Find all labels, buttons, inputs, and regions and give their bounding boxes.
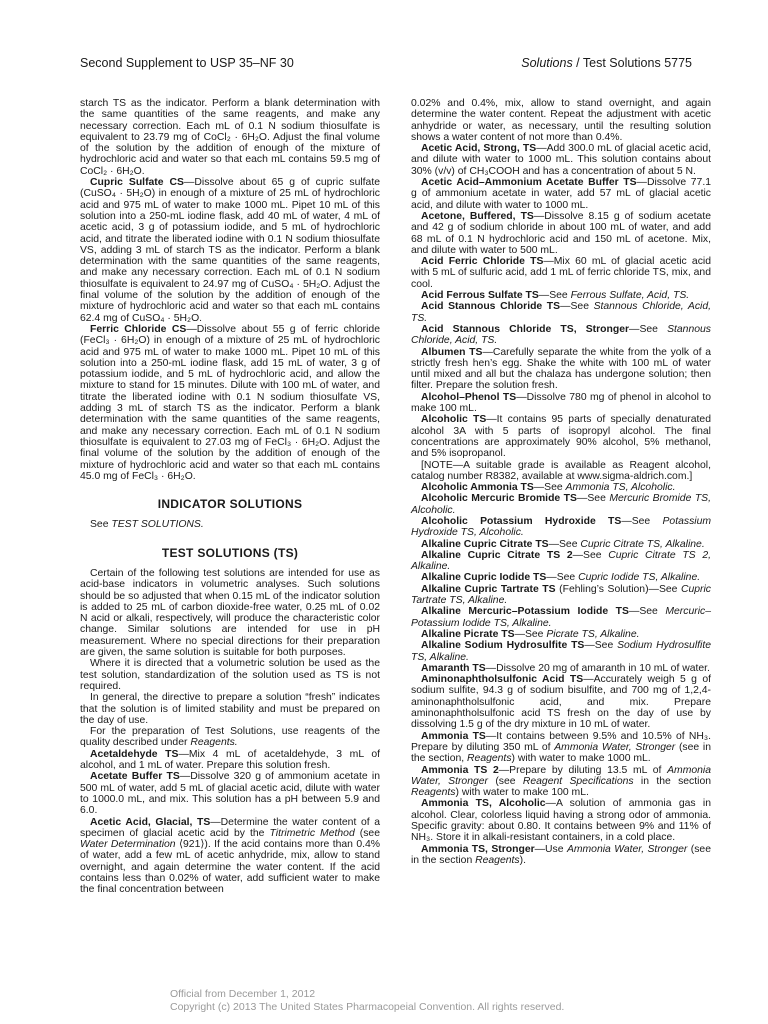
footer-copyright-line: Copyright (c) 2013 The United States Pharmacopeial Convention. All rights reserved. xyxy=(170,1000,565,1013)
entry-ammonia-ts-stronger: Ammonia TS, Stronger—Use Ammonia Water, Stronger (see in the section Reagents). xyxy=(411,843,711,866)
section-heading-indicator: INDICATOR SOLUTIONS xyxy=(157,497,303,512)
paragraph: Certain of the following test solutions are intended for use as acid-base indicators in volumetric analyses. Such solutions should be so adjusted that when 0.15 mL of the indicator solution is added to 25 mL of carbon dioxide-free water, 0.25 mL of 0.02 N acid or alkali, respectively, will produce the characteristic color change. Similar solutions are intended for use in pH measurement. Where no special directions for their preparation are given, the same solution is suitable for both purposes. xyxy=(80,567,380,659)
entry-ferric-chloride-cs: Ferric Chloride CS—Dissolve about 55 g of ferric chloride (FeCl₃ · 6H₂O) in enough of a mixture of 25 mL of hydrochloric acid and 975 mL of water to make 1000 mL. Pipet 10 mL of this solution into a 250-mL iodine flask, add 15 mL of water, 3 g of potassium iodide, and 5 mL of hydrochloric acid, and allow the mixture to stand for 15 minutes. Dilute with 100 mL of water, and titrate the liberated iodine with 0.1 N sodium thiosulfate VS, adding 3 mL of starch TS as the indicator. Perform a blank determination with the same quantities of the same reagents, and make any necessary correction. Each mL of 0.1 N sodium thiosulfate is equivalent to 27.03 mg of FeCl₃ · 6H₂O. Adjust the final volume of the solution by the addition of enough of the mixture of hydrochloric acid and water so that each mL contains 45.0 mg of FeCl₃ · 6H₂O. xyxy=(80,323,380,482)
entry-acetaldehyde-ts: Acetaldehyde TS—Mix 4 mL of acetaldehyde, 3 mL of alcohol, and 1 mL of water. Prepare this solution fresh. xyxy=(80,748,381,772)
paragraph: 0.02% and 0.4%, mix, allow to stand overnight, and again determine the water content. Repeat the adjustment with acetic anhydride or water, as necessary, until the resulting solution shows a water content of not more than 0.4%. xyxy=(411,98,711,143)
spacer xyxy=(80,559,380,568)
entry-alkaline-cupric-tartrate-ts: Alkaline Cupric Tartrate TS (Fehling’s Solution)—See Cupric Tartrate TS, Alkaline. xyxy=(411,583,711,607)
spacer xyxy=(80,510,380,519)
entry-acetic-acid-glacial-ts: Acetic Acid, Glacial, TS—Determine the water content of a specimen of glacial acetic acid by the Titrimetric Method (see Water Determination ⟨921⟩). If the acid contains more than 0.4% of water, add a few mL of acetic anhydride, mix, allow to stand overnight, and again determine the water content. If the acid contains less than 0.02% of water, add sufficient water to make the final concentration between xyxy=(80,816,380,896)
entry-alkaline-cupric-citrate-ts: Alkaline Cupric Citrate TS—See Cupric Citrate TS, Alkaline. xyxy=(421,538,705,550)
entry-ammonia-ts-2: Ammonia TS 2—Prepare by diluting 13.5 mL of Ammonia Water, Stronger (see Reagent Specifications in the section Reagents) with water to make 100 mL. xyxy=(411,764,712,799)
copyright-footer xyxy=(170,988,564,1013)
running-head-left: Second Supplement to USP 35–NF 30 xyxy=(80,56,294,70)
entry-ammonia-ts: Ammonia TS—It contains between 9.5% and 10.5% of NH₃. Prepare by diluting 350 mL of Ammonia Water, Stronger (see in the section, Reagents) with water to make 1000 mL. xyxy=(411,730,711,765)
see-reference: See TEST SOLUTIONS. xyxy=(90,519,204,531)
entry-acid-ferrous-sulfate-ts: Acid Ferrous Sulfate TS—See Ferrous Sulfate, Acid, TS. xyxy=(421,290,690,302)
entry-alcoholic-ammonia-ts: Alcoholic Ammonia TS—See Ammonia TS, Alcoholic. xyxy=(421,482,676,494)
entry-acid-stannous-chloride-ts-stronger: Acid Stannous Chloride TS, Stronger—See Stannous Chloride, Acid, TS. xyxy=(411,323,711,347)
entry-alkaline-mercuric-potassium-iodide-ts: Alkaline Mercuric–Potassium Iodide TS—See Mercuric–Potassium Iodide TS, Alkaline. xyxy=(411,606,711,629)
entry-acetate-buffer-ts: Acetate Buffer TS—Dissolve 320 g of ammonium acetate in 500 mL of water, add 5 mL of glacial acetic acid, dilute with water to 1000.0 mL, and mix. This solution has a pH between 5.9 and 6.0. xyxy=(80,771,380,817)
paragraph: For the preparation of Test Solutions, use reagents of the quality described under Reagents. xyxy=(80,726,380,749)
note: [NOTE—A suitable grade is available as Reagent alcohol, catalog number R8382, available at www.sigma-aldrich.com.] xyxy=(411,459,711,482)
section-heading-test-solutions: TEST SOLUTIONS (TS) xyxy=(161,545,299,560)
entry-ammonia-ts-alcoholic: Ammonia TS, Alcoholic—A solution of ammonia gas in alcohol. Clear, colorless liquid having a strong odor of ammonia. Specific gravity: about 0.80. It contains between 9% and 11% of NH₃. Store it in alkali-resistant containers, in a cold place. xyxy=(411,798,711,844)
entry-alkaline-cupric-iodide-ts: Alkaline Cupric Iodide TS—See Cupric Iodide TS, Alkaline. xyxy=(421,572,701,584)
paragraph: Where it is directed that a volumetric solution be used as the test solution, standardization of the solution used as TS is not required. xyxy=(80,658,380,692)
entry-alcoholic-potassium-hydroxide-ts: Alcoholic Potassium Hydroxide TS—See Potassium Hydroxide TS, Alcoholic. xyxy=(411,515,712,539)
entry-acid-ferric-chloride-ts: Acid Ferric Chloride TS—Mix 60 mL of glacial acetic acid with 5 mL of sulfuric acid, add 1 mL of ferric chloride TS, mix, and cool. xyxy=(411,256,711,290)
entry-acetone-buffered-ts: Acetone, Buffered, TS—Dissolve 8.15 g of sodium acetate and 42 g of sodium chloride in about 100 mL of water, and add 68 mL of 0.1 N hydrochloric acid and 150 mL of acetone. Mix, and dilute with water to 500 mL. xyxy=(411,210,711,256)
entry-alcoholic-mercuric-bromide-ts: Alcoholic Mercuric Bromide TS—See Mercuric Bromide TS, Alcoholic. xyxy=(411,493,712,516)
entry-alkaline-picrate-ts: Alkaline Picrate TS—See Picrate TS, Alkaline. xyxy=(421,628,640,640)
entry-alkaline-sodium-hydrosulfite-ts: Alkaline Sodium Hydrosulfite TS—See Sodium Hydrosulfite TS, Alkaline. xyxy=(411,640,711,663)
entry-aminonaphtholsulfonic-acid-ts: Aminonaphtholsulfonic Acid TS—Accurately weigh 5 g of sodium sulfite, 94.3 g of sodium bisulfite, and 700 mg of 1,2,4-aminonaphtholsulfonic acid, and mix. Prepare aminonaphtholsulfonic acid TS fresh on the day of use by dissolving 1.5 g of the dry mixture in 10 mL of water. xyxy=(411,674,712,731)
entry-cupric-sulfate-cs: Cupric Sulfate CS—Dissolve about 65 g of cupric sulfate (CuSO₄ · 5H₂O) in enough of a mixture of 25 mL of hydrochloric acid and 975 mL of water to make 1000 mL. Pipet 10 mL of this solution into a 250-mL iodine flask, add 40 mL of water, 4 mL of acetic acid, 3 g of potassium iodide, and 5 mL of hydrochloric acid, and titrate the liberated iodine with 0.1 N sodium thiosulfate VS, adding 3 mL of starch TS as the indicator. Perform a blank determination with the same quantities of the same reagents, and make any necessary correction. Each mL of 0.1 N sodium thiosulfate is equivalent to 24.97 mg of CuSO₄ · 5H₂O. Adjust the final volume of the solution by the addition of enough of the mixture of hydrochloric acid and water so that each mL contains 62.4 mg of CuSO₄ · 5H₂O. xyxy=(80,177,381,324)
right-column xyxy=(411,98,711,866)
entry-acid-stannous-chloride-ts: Acid Stannous Chloride TS—See Stannous Chloride, Acid, TS. xyxy=(411,301,711,324)
footer-official-line: Official from December 1, 2012 xyxy=(170,988,316,1000)
running-head-right: Solutions / Test Solutions 5775 xyxy=(521,56,692,70)
paragraph: starch TS as the indicator. Perform a blank determination with the same quantities of the same reagents, and make any necessary correction. Each mL of 0.1 N sodium thiosulfate is equivalent to 23.79 mg of CoCl₂ · 6H₂O. Adjust the final volume of the solution by the addition of enough of the mixture of hydrochloric acid and water so that each mL contains 59.5 mg of CoCl₂ · 6H₂O. xyxy=(80,98,380,177)
left-column xyxy=(80,98,380,896)
entry-amaranth-ts: Amaranth TS—Dissolve 20 mg of amaranth in 10 mL of water. xyxy=(421,662,710,674)
entry-acetic-acid-ammonium-acetate-buffer-ts: Acetic Acid–Ammonium Acetate Buffer TS—Dissolve 77.1 g of ammonium acetate in water, add 57 mL of glacial acetic acid, and dilute with water to 1000 mL. xyxy=(411,177,711,211)
entry-alcohol-phenol-ts: Alcohol–Phenol TS—Dissolve 780 mg of phenol in alcohol to make 100 mL. xyxy=(411,391,711,415)
page-header xyxy=(80,56,692,74)
entry-alcoholic-ts: Alcoholic TS—It contains 95 parts of specially denaturated alcohol 3A with 5 parts of isopropyl alcohol. The final concentrations are approximately 90% alcohol, 5% methanol, and 5% isopropanol. xyxy=(411,414,711,460)
entry-albumen-ts: Albumen TS—Carefully separate the white from the yolk of a strictly fresh hen’s egg. Shake the white with 100 mL of water until mixed and all but the chalaza has undergone solution; then filter. Prepare the solution fresh. xyxy=(411,346,711,392)
entry-alkaline-cupric-citrate-ts-2: Alkaline Cupric Citrate TS 2—See Cupric Citrate TS 2, Alkaline. xyxy=(411,549,712,573)
entry-acetic-acid-strong-ts: Acetic Acid, Strong, TS—Add 300.0 mL of glacial acetic acid, and dilute with water to 1000 mL. This solution contains about 30% (v/v) of CH₃COOH and has a concentration of about 5 N. xyxy=(411,143,711,177)
paragraph: In general, the directive to prepare a solution “fresh” indicates that the solution is of limited stability and must be prepared on the day of use. xyxy=(80,692,380,726)
